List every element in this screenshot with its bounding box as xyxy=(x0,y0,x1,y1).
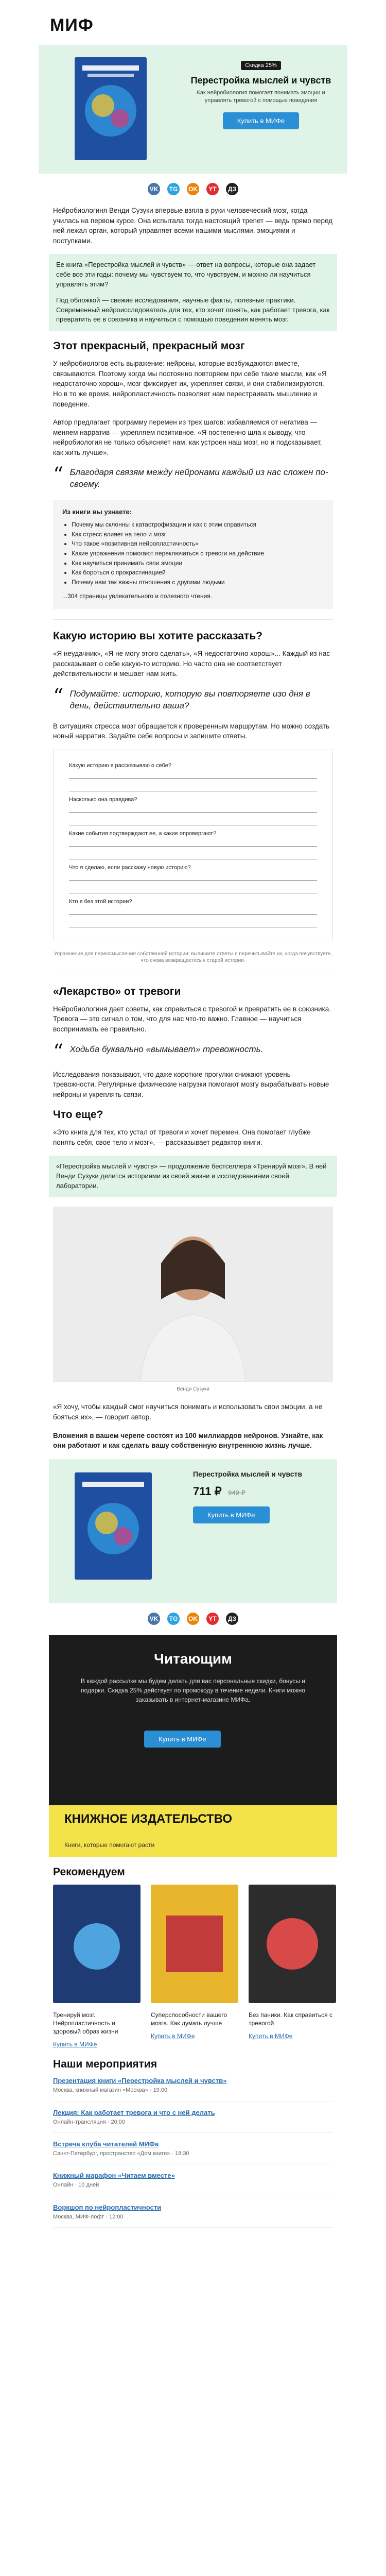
recommend-buy-link[interactable]: Купить в МИФе xyxy=(249,2032,293,2040)
reader-button[interactable]: Купить в МИФе xyxy=(144,1731,221,1748)
event-item[interactable] xyxy=(53,2172,333,2196)
section4-paragraph-1: «Это книга для тех, кто устал от тревоги и хочет перемен. Она помогает глубже понять себя, свое тело и мозг», — рассказывает редактор книги. xyxy=(53,1128,311,1146)
section3-paragraph-1: Нейробиологиня дает советы, как справиться с тревогой и превратить ее в союзника. Тревога — это сигнал о том, что для нас что-то важно. Главное — научиться воспринимать ее правильно. xyxy=(53,1005,331,1033)
photo-caption: Венди Сузуки xyxy=(177,1386,209,1392)
learn-list xyxy=(62,520,324,587)
price: 711 ₽ xyxy=(193,1484,222,1498)
hero-subtitle: Как нейробиология помогает понимать эмоции и управлять тревогой с помощью поведения xyxy=(197,90,325,104)
answer-line xyxy=(69,818,317,825)
intro-paragraph-2: Ее книга «Перестройка мыслей и чувств» — ответ на вопросы, которые она задает себе все эти годы: почему мы чувствуем то, что чувствуем, и можно ли научиться управлять этим? xyxy=(56,261,316,288)
telegram-icon[interactable]: TG xyxy=(167,183,180,195)
intro-paragraph-1: Нейробиологиня Венди Сузуки впервые взяла в руки человеческий мозг, когда училась на первом курсе. Она испытала тогда настоящий трепет — ведь прямо перед ней лежал орган, который управляет всеми нашими мыслями, эмоциями и поступками. xyxy=(53,207,333,245)
discount-badge: Скидка 25% xyxy=(241,61,281,70)
hero-banner[interactable] xyxy=(39,45,347,174)
list-item: • Как стресс влияет на тело и мозг xyxy=(72,530,324,539)
event-item[interactable] xyxy=(53,2109,333,2133)
pull-quote-text: Подумайте: историю, которую вы повторяете изо дня в день, действительно ваша? xyxy=(69,688,310,710)
newsletter-wrapper xyxy=(39,15,347,2228)
vk-icon[interactable]: VK xyxy=(148,1613,160,1625)
recommend-item[interactable] xyxy=(151,1885,238,2049)
ok-icon[interactable]: OK xyxy=(187,183,199,195)
recommend-grid xyxy=(53,1885,333,2049)
exercise-question: Кто я без этой истории? xyxy=(69,898,132,905)
event-title[interactable]: Лекция: Как работает тревога и что с ней делать xyxy=(53,2108,215,2116)
list-item: • Что такое «позитивная нейропластичность» xyxy=(72,539,324,549)
divider xyxy=(53,619,333,620)
answer-line xyxy=(69,907,317,914)
social-icons xyxy=(39,183,347,195)
book-cover-image[interactable] xyxy=(151,1885,238,2003)
list-item: • Почему мы склонны к катастрофизации и как с этим справиться xyxy=(72,520,324,530)
book-cover-image[interactable] xyxy=(249,1885,336,2003)
quote-mark-icon: “ xyxy=(53,684,64,708)
vk-icon[interactable]: VK xyxy=(148,183,160,195)
recommend-buy-link[interactable]: Купить в МИФе xyxy=(151,2032,195,2040)
events-title: Наши мероприятия xyxy=(53,2058,157,2071)
youtube-icon[interactable]: YT xyxy=(206,1613,219,1625)
section4-paragraph-3: «Я хочу, чтобы каждый смог научиться понимать и использовать свои эмоции, а не бояться их», — говорит автор. xyxy=(53,1403,323,1421)
list-item: • Как научиться принимать свои эмоции xyxy=(72,558,324,568)
publisher-banner-title: КНИЖНОЕ ИЗДАТЕЛЬСТВО xyxy=(64,1811,233,1826)
event-meta: Онлайн-трансляция · 20:00 xyxy=(53,2119,125,2125)
hero-title: Перестройка мыслей и чувств xyxy=(190,75,331,86)
publisher-banner-subtitle: Книги, которые помогают расти xyxy=(64,1841,155,1849)
event-title[interactable]: Воркшоп по нейропластичности xyxy=(53,2203,162,2211)
ok-icon[interactable]: OK xyxy=(187,1613,199,1625)
pull-quote-2 xyxy=(53,684,333,712)
answer-line xyxy=(69,784,317,791)
answer-line xyxy=(69,771,317,778)
recommend-book-title: Тренируй мозг. Нейропластичность и здоровый образ жизни xyxy=(53,2011,118,2036)
mif-logo[interactable]: МИФ xyxy=(50,15,94,35)
book-cover-image[interactable] xyxy=(53,1885,141,2003)
social-icons xyxy=(39,1613,347,1625)
event-meta: Санкт-Петербург, пространство «Дом книги» · 18:30 xyxy=(53,2150,189,2157)
buy-box-title: Перестройка мыслей и чувств xyxy=(193,1469,303,1478)
recommend-item[interactable] xyxy=(53,1885,141,2049)
author-photo-image xyxy=(53,1207,333,1382)
exercise-form xyxy=(53,750,333,941)
intro-highlight-box xyxy=(49,254,337,331)
section-title-anxiety: «Лекарство» от тревоги xyxy=(53,985,181,997)
list-item: • Какие упражнения помогают переключаться с тревоги на действие xyxy=(72,549,324,558)
event-item[interactable] xyxy=(53,2204,333,2228)
section1-paragraph-1: У нейробиологов есть выражение: нейроны, которые возбуждаются вместе, связываются. Поэтому когда мы постоянно повторяем при себе такие мысли, как «Я недостаточно хорош», мозг фиксирует их, укрепляет связи, и они стабилизируются. Но в то же время, нейропластичность позволяет нам перестраивать мышление и поведение. xyxy=(53,360,327,408)
dzen-icon[interactable]: ДЗ xyxy=(226,183,238,195)
dzen-icon[interactable]: ДЗ xyxy=(226,1613,238,1625)
section3-paragraph-2: Исследования показывают, что даже короткие прогулки снижают уровень тревожности. Регулярные физические нагрузки помогают мозгу вырабатывать новые нейроны и укреплять связи. xyxy=(53,1070,329,1098)
learn-panel-footer: ...304 страницы увлекательного и полезного чтения. xyxy=(62,592,213,600)
learn-panel xyxy=(53,500,333,609)
answer-line xyxy=(69,805,317,812)
event-item[interactable] xyxy=(53,2140,333,2164)
intro-paragraph-3: Под обложкой — свежие исследования, научные факты, полезные практики. Современный нейроисследователь для тех, кто хочет понять, как работает тревога, как превратить ее в союзника и научиться с помощью поведения менять мозг. xyxy=(56,296,330,324)
buy-box xyxy=(49,1459,337,1603)
pull-quote-text: Благодаря связям между нейронами каждый из нас сложен по-своему. xyxy=(69,467,328,489)
exercise-question: Какие события подтверждают ее, а какие опровергают? xyxy=(69,830,217,837)
pull-quote-1 xyxy=(53,463,333,490)
exercise-question: Какую историю я рассказываю о себе? xyxy=(69,762,171,769)
answer-line xyxy=(69,873,317,880)
answer-line xyxy=(69,839,317,846)
youtube-icon[interactable]: YT xyxy=(206,183,219,195)
quote-mark-icon: “ xyxy=(53,1040,64,1064)
book-cover-image[interactable] xyxy=(69,1469,157,1583)
answer-line xyxy=(69,886,317,893)
section1-paragraph-2: Автор предлагает программу перемен из трех шагов: избавляемся от негатива — меняем нарратив — укрепляем позитивное. «Я постепенно шла к выводу, что нейробиология не только объясняет нам, как устроен наш мозг, но и подсказывает, как жить лучше». xyxy=(53,418,322,456)
reader-promo xyxy=(49,1635,337,1805)
book-cover-image[interactable] xyxy=(59,54,162,164)
answer-line xyxy=(69,852,317,859)
exercise-question: Что я сделаю, если расскажу новую историю? xyxy=(69,864,191,871)
promo-headline: Вложения в вашем черепе состоят из 100 миллиардов нейронов. Узнайте, как они работают и как сделать вашу собственную внутреннюю жизнь лучше. xyxy=(53,1431,323,1450)
event-item[interactable] xyxy=(53,2077,333,2101)
section2-paragraph-2: В ситуациях стресса мозг обращается к проверенным маршрутам. Но можно создать новый нарратив. Задайте себе вопросы и запишите ответы. xyxy=(53,722,330,740)
old-price: 949 ₽ xyxy=(228,1488,245,1497)
buy-box-details xyxy=(193,1469,342,1523)
pull-quote-text: Ходьба буквально «вымывает» тревожность. xyxy=(69,1044,264,1054)
recommend-book-title: Суперспособности вашего мозга. Как думать лучше xyxy=(151,2011,227,2027)
price-row xyxy=(193,1485,342,1498)
recommend-buy-link[interactable]: Купить в МИФе xyxy=(53,2041,97,2048)
recommend-item[interactable] xyxy=(249,1885,336,2049)
section-title-story: Какую историю вы хотите рассказать? xyxy=(53,630,262,642)
event-title[interactable]: Книжный марафон «Читаем вместе» xyxy=(53,2172,175,2180)
reader-title: Читающим xyxy=(154,1650,232,1667)
event-title[interactable]: Встреча клуба читателей МИФа xyxy=(53,2140,159,2148)
author-photo xyxy=(53,1207,333,1382)
event-meta: Онлайн · 10 дней xyxy=(53,2182,99,2189)
telegram-icon[interactable]: TG xyxy=(167,1613,180,1625)
event-meta: Москва, МИФ-лофт · 12:00 xyxy=(53,2213,124,2220)
event-meta: Москва, книжный магазин «Москва» · 19:00 xyxy=(53,2087,168,2094)
more-highlight-box xyxy=(49,1156,337,1197)
quote-mark-icon: “ xyxy=(53,463,64,487)
event-title[interactable]: Презентация книги «Перестройка мыслей и чувств» xyxy=(53,2077,227,2085)
exercise-caption: Упражнение для переосмысления собственной истории: выпишите ответы и перечитывайте их, когда почувствуете, что снова возвращаетесь к старой истории. xyxy=(54,951,332,964)
reader-text: В каждой рассылке мы будем делать для вас персональные скидки, бонусы и подарки. Скидка 25% действует по промокоду в течение недели. Книги можно заказывать в интернет-магазине МИФа. xyxy=(81,1677,305,1703)
pull-quote-3 xyxy=(53,1040,333,1064)
recommend-book-title: Без паники. Как справиться с тревогой xyxy=(249,2011,332,2027)
publisher-banner[interactable] xyxy=(49,1805,337,1857)
buy-box-button[interactable]: Купить в МИФе xyxy=(193,1506,270,1523)
recommend-title: Рекомендуем xyxy=(53,1866,125,1878)
section-title-more: Что еще? xyxy=(53,1109,103,1121)
list-item: • Как бороться с прокрастинацией xyxy=(72,568,324,578)
exercise-question: Насколько она правдива? xyxy=(69,796,137,803)
learn-panel-title: Из книги вы узнаете: xyxy=(62,508,132,516)
section4-paragraph-2: «Перестройка мыслей и чувств» — продолжение бестселлера «Тренируй мозг». В ней Венди Сузуки делится историями из своей жизни и исследованиями своей лаборатории. xyxy=(56,1162,327,1190)
hero-buy-button[interactable]: Купить в МИФе xyxy=(223,112,300,129)
answer-line xyxy=(69,920,317,927)
section2-paragraph-1: «Я неудачник», «Я не могу этого сделать», «Я недостаточно хорош»... Каждый из нас рассказывает о себе какую-то историю. Но часто она не соответствует действительности и мешает нам жить. xyxy=(53,650,330,678)
hero-text xyxy=(189,60,333,129)
section-title-brain: Этот прекрасный, прекрасный мозг xyxy=(53,340,245,352)
list-item: • Почему нам так важны отношения с другими людьми xyxy=(72,578,324,587)
